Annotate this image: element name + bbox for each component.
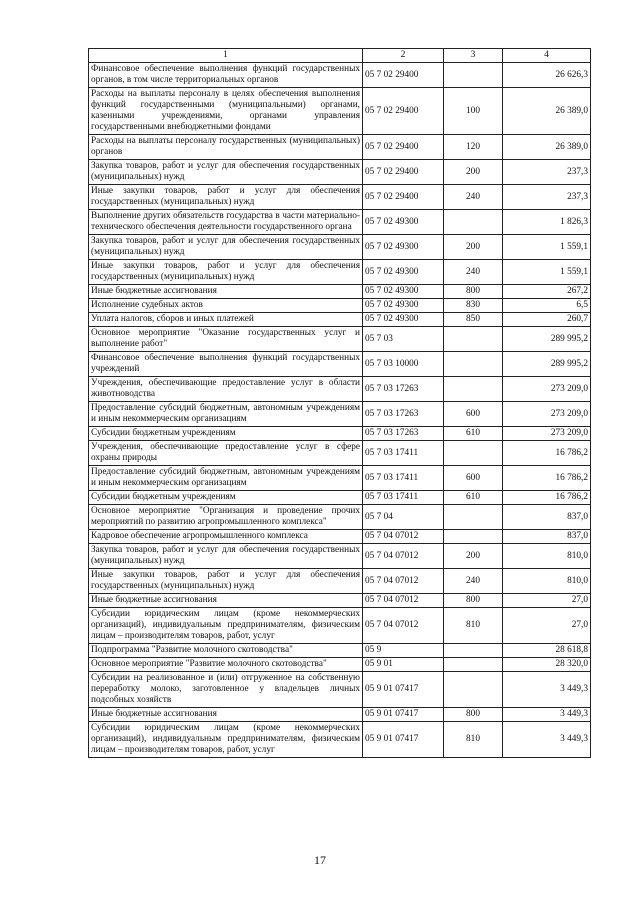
table-row xyxy=(89,644,591,658)
row-type xyxy=(444,658,503,672)
row-name: Исполнение судебных актов xyxy=(89,299,363,313)
row-type: 800 xyxy=(444,594,503,608)
row-code: 05 7 02 29400 xyxy=(363,88,444,135)
column-header-4: 4 xyxy=(503,49,591,63)
table-row xyxy=(89,135,591,160)
table-row xyxy=(89,313,591,327)
row-name: Субсидии бюджетным учреждениям xyxy=(89,427,363,441)
table-row xyxy=(89,594,591,608)
row-type xyxy=(444,530,503,544)
row-name: Подпрограмма "Развитие молочного скотоводства" xyxy=(89,644,363,658)
row-type: 240 xyxy=(444,185,503,210)
row-name: Выполнение других обязательств государства в части материально-технического обеспечения деятельности государственного органа xyxy=(89,210,363,235)
table-row xyxy=(89,427,591,441)
row-name: Расходы на выплаты персоналу государственных (муниципальных) органов xyxy=(89,135,363,160)
table-row xyxy=(89,210,591,235)
row-name: Иные закупки товаров, работ и услуг для обеспечения государственных (муниципальных) нужд xyxy=(89,185,363,210)
row-type xyxy=(444,644,503,658)
table-row xyxy=(89,377,591,402)
row-name: Субсидии на реализованное и (или) отгруженное на собственную переработку молоко, заготовленное у владельцев личных подсобных хозяйств xyxy=(89,672,363,708)
row-code: 05 7 02 49300 xyxy=(363,210,444,235)
row-amount: 28 320,0 xyxy=(503,658,591,672)
row-type: 800 xyxy=(444,285,503,299)
table-row xyxy=(89,530,591,544)
row-amount: 3 449,3 xyxy=(503,672,591,708)
row-amount: 273 209,0 xyxy=(503,427,591,441)
table-row xyxy=(89,88,591,135)
row-amount: 289 995,2 xyxy=(503,352,591,377)
row-name: Основное мероприятие "Оказание государственных услуг и выполнение работ" xyxy=(89,327,363,352)
row-amount: 267,2 xyxy=(503,285,591,299)
row-amount: 810,0 xyxy=(503,569,591,594)
column-header-1: 1 xyxy=(89,49,363,63)
row-name: Предоставление субсидий бюджетным, автономным учреждениям и иным некоммерческим организациям xyxy=(89,466,363,491)
table-row xyxy=(89,402,591,427)
row-type: 200 xyxy=(444,160,503,185)
table-row xyxy=(89,63,591,88)
page-number: 17 xyxy=(314,853,326,867)
row-code: 05 7 04 07012 xyxy=(363,608,444,644)
row-code: 05 7 02 29400 xyxy=(363,160,444,185)
row-amount: 1 826,3 xyxy=(503,210,591,235)
row-code: 05 7 04 07012 xyxy=(363,569,444,594)
table-row xyxy=(89,569,591,594)
row-code: 05 9 xyxy=(363,644,444,658)
table-row xyxy=(89,285,591,299)
row-amount: 3 449,3 xyxy=(503,722,591,758)
row-name: Закупка товаров, работ и услуг для обеспечения государственных (муниципальных) нужд xyxy=(89,235,363,260)
table-row xyxy=(89,260,591,285)
row-code: 05 9 01 07417 xyxy=(363,722,444,758)
row-amount: 260,7 xyxy=(503,313,591,327)
row-amount: 27,0 xyxy=(503,594,591,608)
table-row xyxy=(89,672,591,708)
row-code: 05 7 03 17411 xyxy=(363,466,444,491)
row-name: Расходы на выплаты персоналу в целях обеспечения выполнения функций государственными (муниципальными) органами, казенными учреждениями, органами управления государственными внебюджетными фондами xyxy=(89,88,363,135)
row-code: 05 7 04 07012 xyxy=(363,530,444,544)
row-amount: 28 618,8 xyxy=(503,644,591,658)
table-header-row xyxy=(89,49,591,63)
row-type xyxy=(444,63,503,88)
table-row xyxy=(89,491,591,505)
row-amount: 810,0 xyxy=(503,544,591,569)
table-row xyxy=(89,160,591,185)
table-row xyxy=(89,299,591,313)
row-name: Учреждения, обеспечивающие предоставление услуг в области животноводства xyxy=(89,377,363,402)
row-name: Иные закупки товаров, работ и услуг для обеспечения государственных (муниципальных) нужд xyxy=(89,260,363,285)
row-type: 120 xyxy=(444,135,503,160)
row-amount: 26 389,0 xyxy=(503,88,591,135)
row-amount: 237,3 xyxy=(503,160,591,185)
row-type: 200 xyxy=(444,235,503,260)
row-code: 05 7 02 49300 xyxy=(363,260,444,285)
row-type xyxy=(444,210,503,235)
table-row xyxy=(89,708,591,722)
row-name: Кадровое обеспечение агропромышленного комплекса xyxy=(89,530,363,544)
row-type: 600 xyxy=(444,402,503,427)
row-amount: 16 786,2 xyxy=(503,466,591,491)
table-row xyxy=(89,658,591,672)
row-type: 810 xyxy=(444,722,503,758)
row-amount: 26 626,3 xyxy=(503,63,591,88)
row-type: 830 xyxy=(444,299,503,313)
table-row xyxy=(89,505,591,530)
budget-table xyxy=(88,48,591,758)
row-code: 05 7 02 29400 xyxy=(363,63,444,88)
row-code: 05 7 04 07012 xyxy=(363,594,444,608)
row-code: 05 7 03 10000 xyxy=(363,352,444,377)
row-name: Финансовое обеспечение выполнения функций государственных органов, в том числе территориальных органов xyxy=(89,63,363,88)
table-row xyxy=(89,608,591,644)
row-amount: 3 449,3 xyxy=(503,708,591,722)
table-row xyxy=(89,466,591,491)
row-name: Закупка товаров, работ и услуг для обеспечения государственных (муниципальных) нужд xyxy=(89,544,363,569)
row-name: Иные бюджетные ассигнования xyxy=(89,708,363,722)
row-name: Иные бюджетные ассигнования xyxy=(89,285,363,299)
row-code: 05 7 04 xyxy=(363,505,444,530)
row-amount: 16 786,2 xyxy=(503,491,591,505)
row-code: 05 7 03 17411 xyxy=(363,491,444,505)
table-row xyxy=(89,441,591,466)
row-code: 05 9 01 xyxy=(363,658,444,672)
row-amount: 1 559,1 xyxy=(503,260,591,285)
row-code: 05 7 02 29400 xyxy=(363,185,444,210)
row-code: 05 7 03 17263 xyxy=(363,427,444,441)
row-type: 100 xyxy=(444,88,503,135)
row-amount: 16 786,2 xyxy=(503,441,591,466)
row-name: Иные бюджетные ассигнования xyxy=(89,594,363,608)
row-type: 610 xyxy=(444,491,503,505)
row-type: 800 xyxy=(444,708,503,722)
row-type xyxy=(444,672,503,708)
row-type xyxy=(444,441,503,466)
row-name: Иные закупки товаров, работ и услуг для обеспечения государственных (муниципальных) нужд xyxy=(89,569,363,594)
row-amount: 273 209,0 xyxy=(503,377,591,402)
table-row xyxy=(89,722,591,758)
row-code: 05 7 04 07012 xyxy=(363,544,444,569)
column-header-2: 2 xyxy=(363,49,444,63)
row-type xyxy=(444,352,503,377)
row-name: Закупка товаров, работ и услуг для обеспечения государственных (муниципальных) нужд xyxy=(89,160,363,185)
row-amount: 289 995,2 xyxy=(503,327,591,352)
row-name: Учреждения, обеспечивающие предоставление услуг в сфере охраны природы xyxy=(89,441,363,466)
row-type xyxy=(444,505,503,530)
row-code: 05 7 02 49300 xyxy=(363,313,444,327)
row-code: 05 7 03 17411 xyxy=(363,441,444,466)
table-row xyxy=(89,327,591,352)
row-type: 240 xyxy=(444,260,503,285)
table-body xyxy=(89,63,591,758)
row-code: 05 7 03 17263 xyxy=(363,402,444,427)
row-code: 05 9 01 07417 xyxy=(363,708,444,722)
row-amount: 837,0 xyxy=(503,505,591,530)
table-row xyxy=(89,185,591,210)
row-amount: 26 389,0 xyxy=(503,135,591,160)
row-code: 05 7 02 29400 xyxy=(363,135,444,160)
row-code: 05 7 02 49300 xyxy=(363,235,444,260)
row-name: Субсидии юридическим лицам (кроме некоммерческих организаций), индивидуальным предпринимателям, физическим лицам – производителям товаров, работ, услуг xyxy=(89,722,363,758)
row-name: Субсидии бюджетным учреждениям xyxy=(89,491,363,505)
row-amount: 1 559,1 xyxy=(503,235,591,260)
row-type xyxy=(444,327,503,352)
row-amount: 27,0 xyxy=(503,608,591,644)
row-type: 600 xyxy=(444,466,503,491)
row-name: Финансовое обеспечение выполнения функций государственных учреждений xyxy=(89,352,363,377)
row-code: 05 7 02 49300 xyxy=(363,285,444,299)
row-name: Предоставление субсидий бюджетным, автономным учреждениям и иным некоммерческим организациям xyxy=(89,402,363,427)
row-name: Субсидии юридическим лицам (кроме некоммерческих организаций), индивидуальным предпринимателям, физическим лицам – производителям товаров, работ, услуг xyxy=(89,608,363,644)
row-amount: 237,3 xyxy=(503,185,591,210)
row-code: 05 7 02 49300 xyxy=(363,299,444,313)
row-type: 850 xyxy=(444,313,503,327)
table-row xyxy=(89,352,591,377)
row-type: 610 xyxy=(444,427,503,441)
row-code: 05 7 03 xyxy=(363,327,444,352)
row-amount: 6,5 xyxy=(503,299,591,313)
row-type: 200 xyxy=(444,544,503,569)
row-type: 810 xyxy=(444,608,503,644)
table-row xyxy=(89,544,591,569)
row-name: Уплата налогов, сборов и иных платежей xyxy=(89,313,363,327)
row-name: Основное мероприятие "Организация и проведение прочих мероприятий по развитию агропромышленного комплекса" xyxy=(89,505,363,530)
row-code: 05 9 01 07417 xyxy=(363,672,444,708)
row-name: Основное мероприятие "Развитие молочного скотоводства" xyxy=(89,658,363,672)
table-row xyxy=(89,235,591,260)
row-type: 240 xyxy=(444,569,503,594)
row-type xyxy=(444,377,503,402)
row-code: 05 7 03 17263 xyxy=(363,377,444,402)
column-header-3: 3 xyxy=(444,49,503,63)
row-amount: 837,0 xyxy=(503,530,591,544)
row-amount: 273 209,0 xyxy=(503,402,591,427)
